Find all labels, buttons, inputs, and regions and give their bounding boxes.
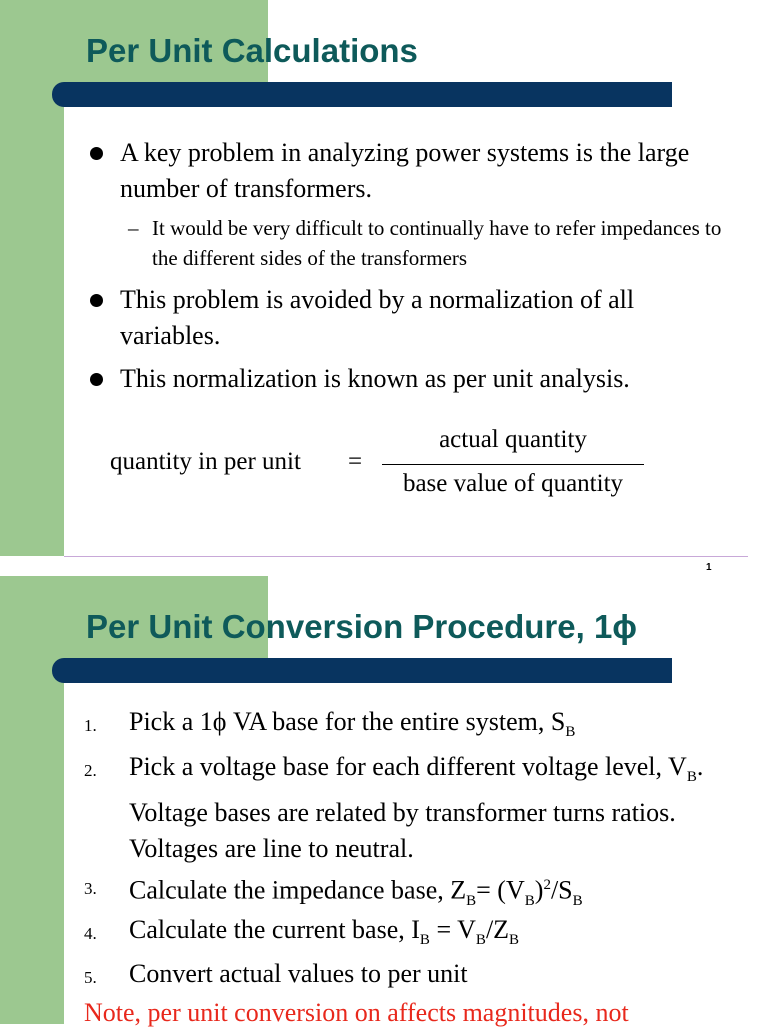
formula-denominator: base value of quantity [402,470,624,497]
title-underline-bar [52,658,672,683]
slide-2 [0,576,768,1024]
bullet-text: A key problem in analyzing power systems is the large number of transformers. [120,138,690,203]
list-item [84,912,754,958]
fraction-bar [382,464,644,465]
sub-bullet-item [128,213,728,273]
bullet-text: This normalization is known as per unit analysis. [120,364,630,393]
slide-1-title: Per Unit Calculations [86,32,418,69]
item-text: Convert actual values to per unit [129,959,468,988]
item-text: Pick a voltage base for each different voltage level, $V_B$. Voltage bases are related by transformer turns ratios. Voltages are line to neutral. [129,752,704,864]
bullet-item [90,135,730,207]
bullet-item [90,282,730,354]
item-text: Pick a 1ϕ VA base for the entire system, $S_B$ [129,707,576,741]
formula-equals: = [348,448,363,475]
list-item [84,956,754,992]
per-unit-formula [110,426,670,506]
item-text: Calculate the impedance base, $Z_B= (V_B)^2/S_B$ [129,875,583,909]
item-number: 3. [84,879,97,898]
sub-bullet-text: It would be very difficult to continually have to refer impedances to the different sides of the transformers [152,216,722,270]
green-side-strip [0,576,64,1024]
page-number: 1 [706,562,712,573]
item-number: 1. [84,716,97,735]
formula-numerator: actual quantity [439,426,587,453]
note-text: Note, per unit conversion on affects magnitudes, not [84,998,629,1027]
bullet-dot-icon [90,294,103,307]
item-number: 5. [84,968,97,987]
item-number: 2. [84,761,97,780]
list-item [84,704,754,750]
slide-2-title: Per Unit Conversion Procedure, 1ϕ [86,608,638,645]
green-side-strip [0,0,64,556]
item-number: 4. [84,924,97,943]
slide-gap [0,556,768,576]
item-text: Calculate the current base, $I_B = V_B/Z_B$ [129,915,520,949]
slide-divider-line [64,556,748,557]
bullet-dot-icon [90,147,103,160]
bullet-item [90,361,730,397]
bullet-dot-icon [90,373,103,386]
dash-icon: – [128,216,139,240]
title-underline-bar [52,82,672,107]
formula-lhs: quantity in per unit [110,448,301,475]
list-item [84,749,754,867]
bullet-text: This problem is avoided by a normalization of all variables. [120,285,635,350]
